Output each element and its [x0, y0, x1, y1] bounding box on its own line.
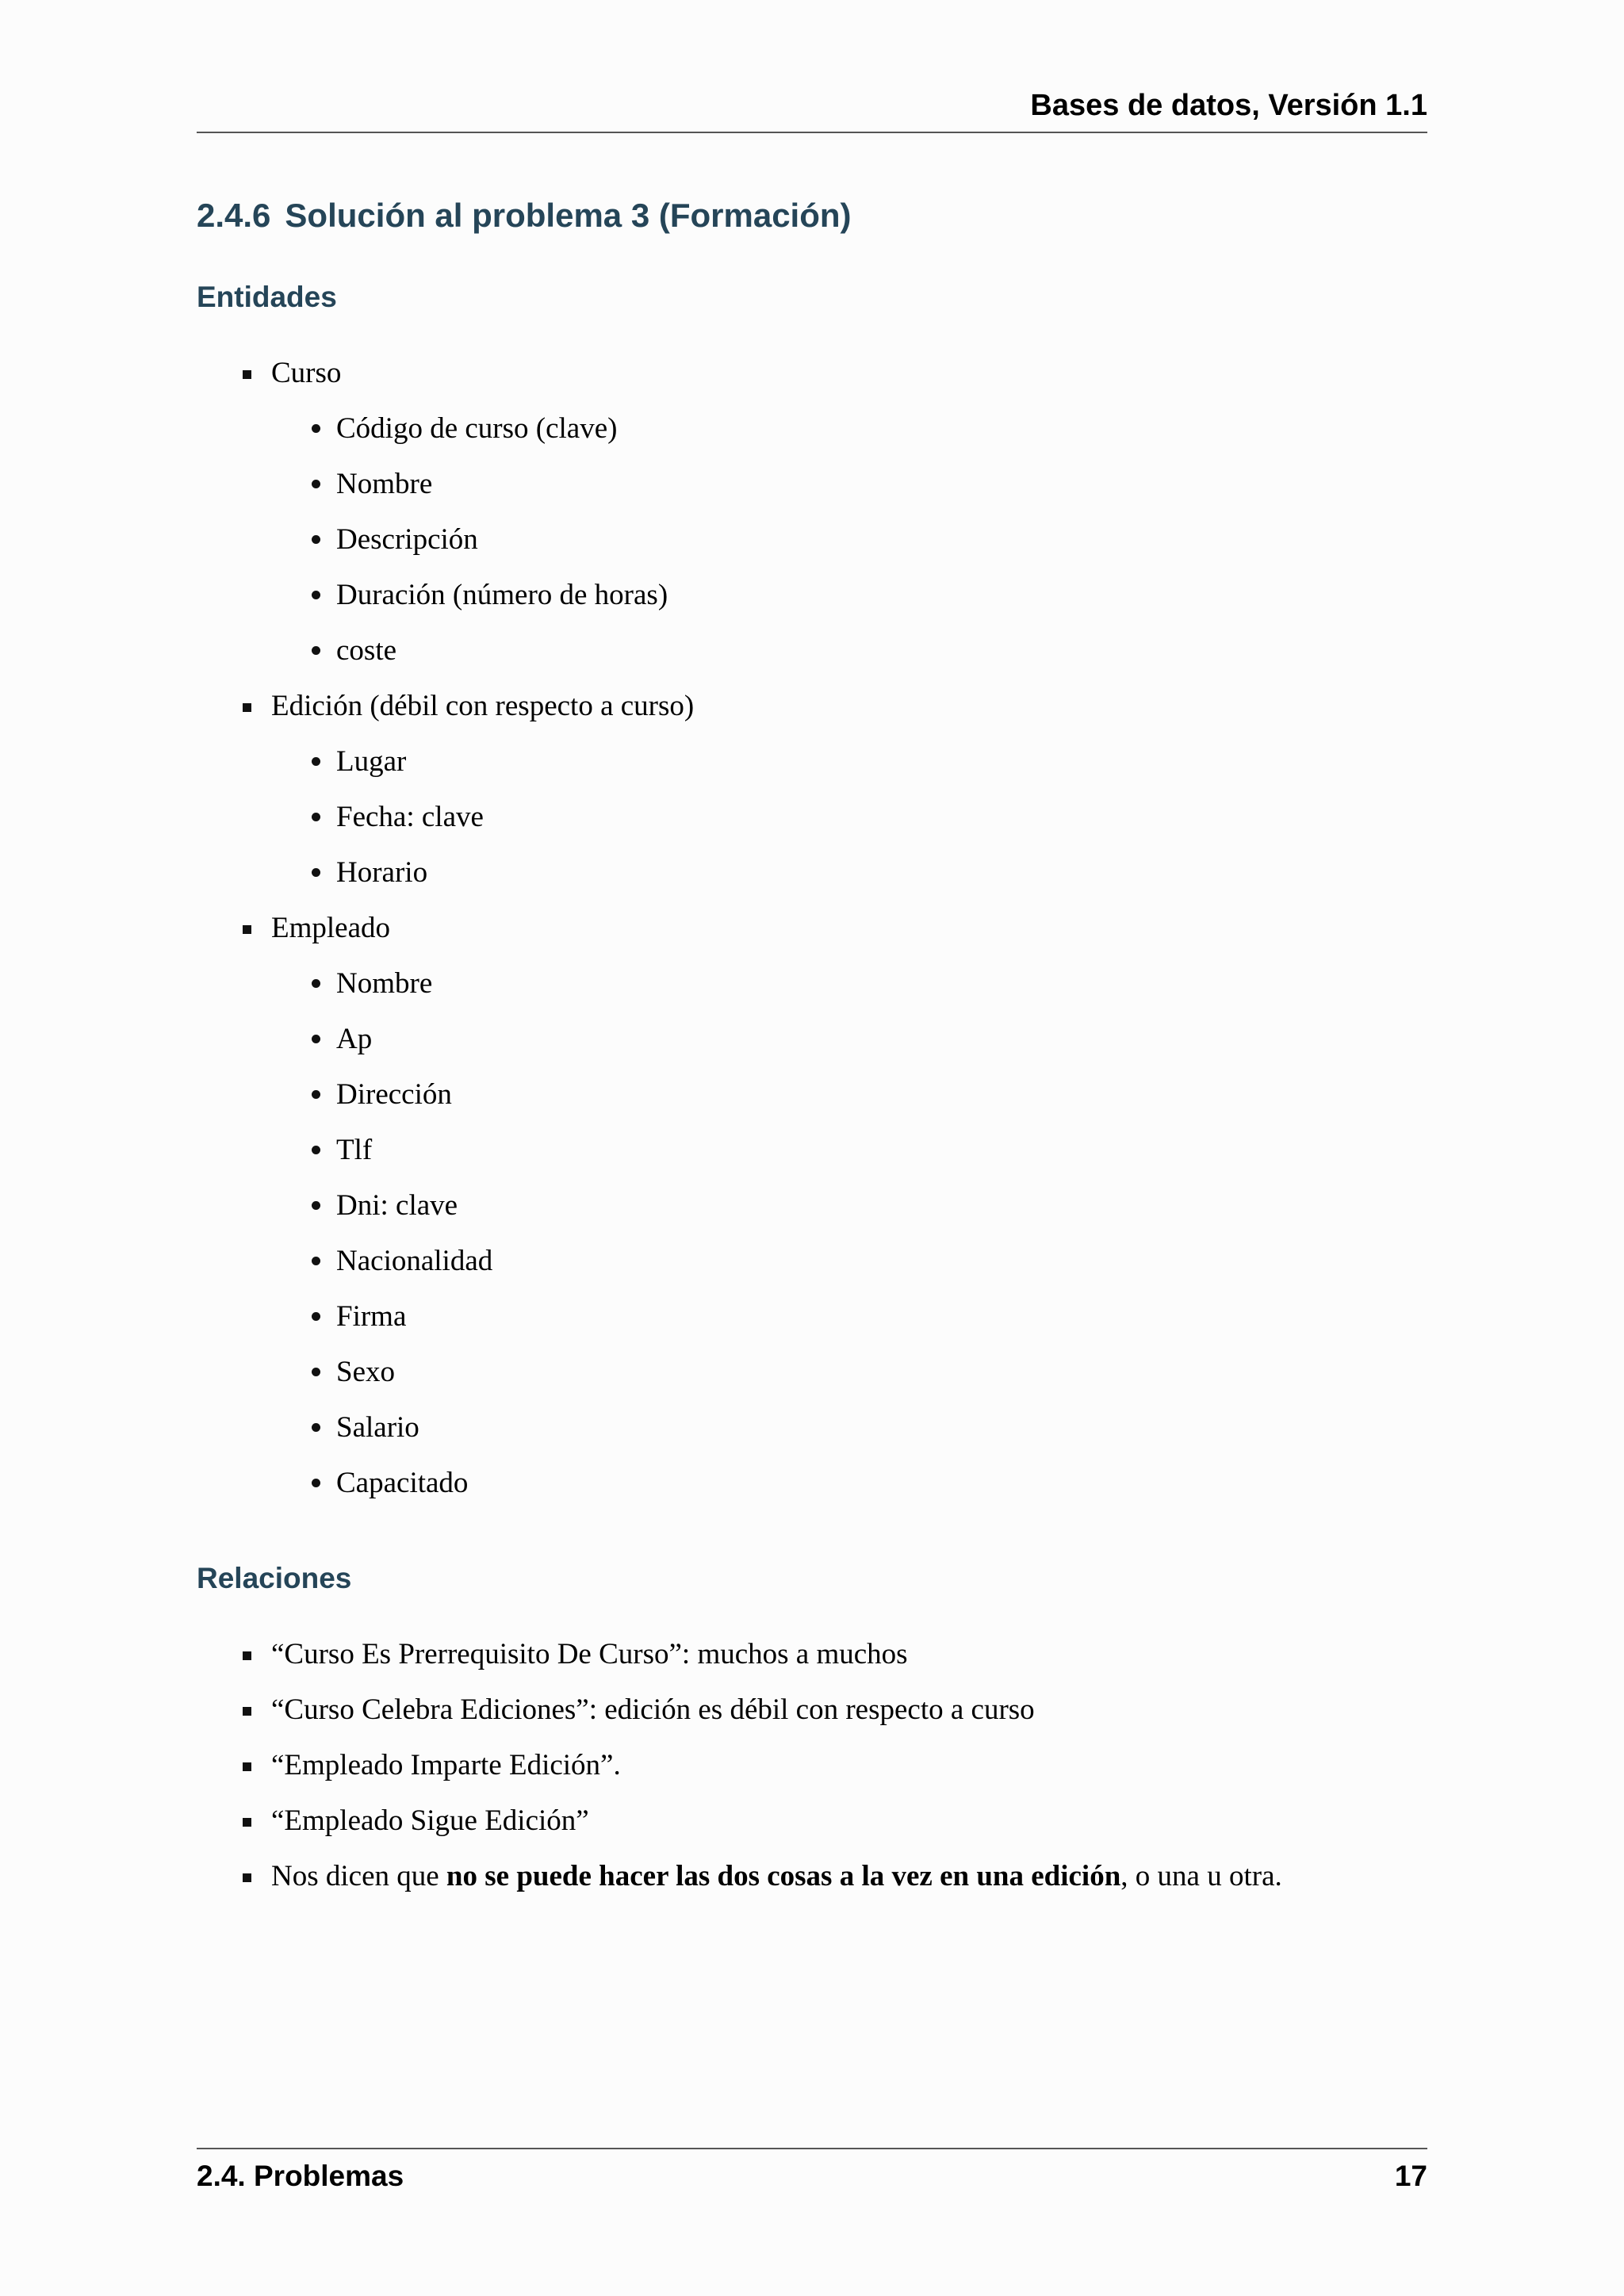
attribute-label: Dni: clave: [336, 1189, 458, 1222]
square-bullet-icon: [243, 925, 251, 934]
relation-item: [271, 1640, 908, 1669]
attribute-label: Nacionalidad: [336, 1245, 493, 1277]
relation-label: “Curso Celebra Ediciones”: edición es débil con respecto a curso: [271, 1693, 1035, 1726]
attribute-item: [336, 858, 427, 887]
attribute-label: Descripción: [336, 523, 478, 556]
relation-emphasis: no se puede hacer las dos cosas a la vez en una edición: [446, 1860, 1121, 1892]
attribute-label: Tlf: [336, 1134, 373, 1166]
bullet-icon: [312, 1312, 320, 1321]
relation-text-before: Nos dicen que: [271, 1860, 446, 1892]
bullet-icon: [312, 813, 320, 821]
entity-label: Empleado: [271, 912, 391, 944]
bullet-icon: [312, 424, 320, 433]
attribute-item: [336, 1468, 468, 1498]
relation-label: “Curso Es Prerrequisito De Curso”: muchos a muchos: [271, 1638, 908, 1670]
attribute-item: [336, 525, 478, 554]
attribute-item: [336, 747, 406, 776]
section-title: [197, 197, 852, 235]
attribute-item: [336, 1024, 372, 1054]
attribute-label: coste: [336, 634, 397, 667]
square-bullet-icon: [243, 1707, 251, 1716]
relaciones-heading: Relaciones: [197, 1562, 352, 1594]
running-header: Bases de datos, Versión 1.1: [1030, 89, 1427, 122]
attribute-item: [336, 1135, 372, 1165]
entity-item: [271, 358, 341, 388]
entity-label: Edición (débil con respecto a curso): [271, 690, 695, 722]
entity-label: Curso: [271, 357, 342, 389]
attribute-label: Dirección: [336, 1078, 452, 1111]
bullet-icon: [312, 1090, 320, 1099]
relation-label: “Empleado Sigue Edición”: [271, 1804, 589, 1837]
relation-item: [271, 1862, 1282, 1891]
bullet-icon: [312, 1368, 320, 1376]
attribute-label: Capacitado: [336, 1467, 469, 1499]
attribute-item: [336, 414, 617, 443]
relation-item: [271, 1695, 1035, 1724]
square-bullet-icon: [243, 1818, 251, 1827]
bullet-icon: [312, 646, 320, 655]
relation-text-after: , o una u otra.: [1120, 1860, 1282, 1892]
attribute-item: [336, 1080, 452, 1109]
bullet-icon: [312, 868, 320, 877]
bullet-icon: [312, 1479, 320, 1487]
attribute-item: [336, 1413, 419, 1442]
attribute-item: [336, 580, 668, 610]
attribute-item: [336, 1191, 458, 1220]
bullet-icon: [312, 757, 320, 766]
square-bullet-icon: [243, 1651, 251, 1660]
square-bullet-icon: [243, 370, 251, 379]
bullet-icon: [312, 979, 320, 988]
bullet-icon: [312, 1257, 320, 1265]
footer-rule: [197, 2148, 1427, 2149]
attribute-label: Horario: [336, 856, 428, 889]
attribute-label: Salario: [336, 1411, 419, 1444]
entity-item: [271, 913, 390, 943]
square-bullet-icon: [243, 703, 251, 712]
relation-label: “Empleado Imparte Edición”.: [271, 1749, 621, 1781]
bullet-icon: [312, 480, 320, 488]
bullet-icon: [312, 1035, 320, 1043]
attribute-label: Nombre: [336, 967, 433, 1000]
bullet-icon: [312, 1146, 320, 1154]
bullet-icon: [312, 1201, 320, 1210]
attribute-item: [336, 1302, 406, 1331]
entidades-heading: Entidades: [197, 281, 337, 313]
page-number: 17: [1394, 2160, 1427, 2192]
attribute-item: [336, 1357, 395, 1387]
relation-item: [271, 1806, 589, 1835]
bullet-icon: [312, 1423, 320, 1432]
section-title-text: Solución al problema 3 (Formación): [285, 197, 852, 234]
square-bullet-icon: [243, 1762, 251, 1771]
attribute-label: Nombre: [336, 468, 433, 500]
square-bullet-icon: [243, 1873, 251, 1882]
bullet-icon: [312, 591, 320, 599]
section-number: 2.4.6: [197, 197, 271, 234]
attribute-item: [336, 636, 396, 665]
footer-section-label: 2.4. Problemas: [197, 2160, 404, 2192]
attribute-label: Firma: [336, 1300, 407, 1333]
attribute-item: [336, 802, 484, 832]
attribute-label: Duración (número de horas): [336, 579, 668, 611]
attribute-label: Código de curso (clave): [336, 412, 618, 445]
attribute-item: [336, 1246, 492, 1276]
attribute-label: Lugar: [336, 745, 407, 778]
bullet-icon: [312, 535, 320, 544]
attribute-label: Fecha: clave: [336, 801, 484, 833]
header-rule: [197, 132, 1427, 133]
attribute-label: Sexo: [336, 1356, 395, 1388]
entity-item: [271, 691, 694, 721]
attribute-item: [336, 969, 432, 998]
attribute-item: [336, 469, 432, 499]
attribute-label: Ap: [336, 1023, 373, 1055]
relation-item: [271, 1751, 621, 1780]
